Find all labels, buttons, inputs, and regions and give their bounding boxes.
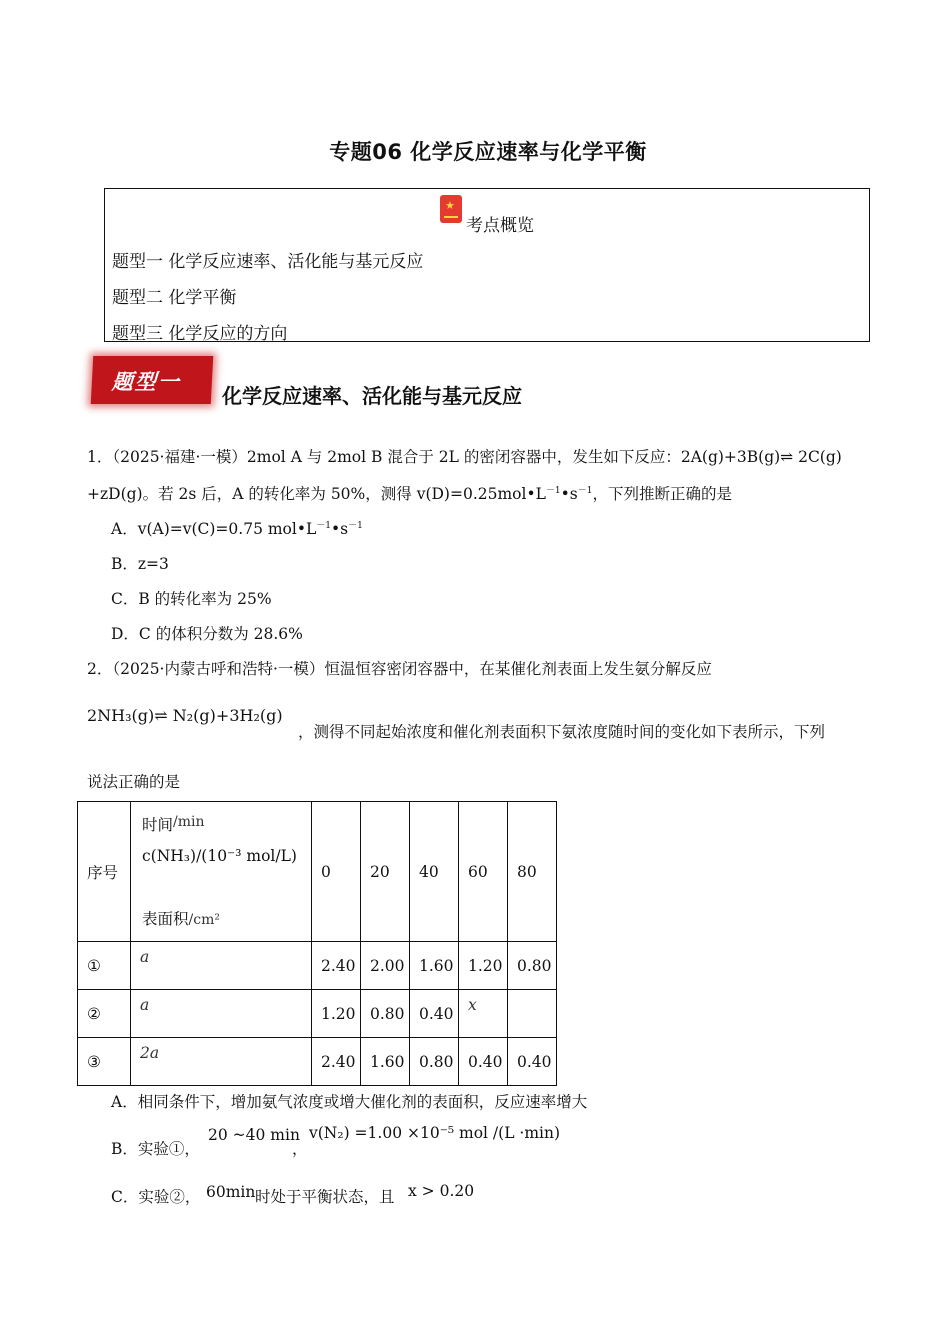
header-diagonal-cell (131, 802, 312, 942)
q2-option-c-label: C．实验②， (111, 1188, 201, 1206)
header-time-unit: /min (173, 813, 205, 830)
q1-option-b: B．z=3 (111, 555, 169, 573)
row-no: ③ (78, 1038, 131, 1086)
q1-option-d: D．C 的体积分数为 28.6% (111, 625, 303, 643)
q1-line2-tail: ，下列推断正确的是 (592, 485, 732, 503)
q2-line2: ，测得不同起始浓度和催化剂表面积下氨浓度随时间的变化如下表所示，下列 (298, 723, 826, 741)
row-val: 1.20 (459, 942, 508, 990)
row-no: ② (78, 990, 131, 1038)
section-badge-text: 题型一 (111, 370, 182, 394)
q2-equation: 2NH₃(g)⇌ N₂(g)+3H₂(g) (87, 706, 283, 725)
row-val: 0.40 (508, 1038, 557, 1086)
overview-item-3: 题型三 化学反应的方向 (112, 324, 288, 344)
q2-option-b (111, 1137, 200, 1159)
overview-box (104, 188, 870, 342)
overview-item-1: 题型一 化学反应速率、活化能与基元反应 (112, 252, 424, 272)
row-val: 2.00 (361, 942, 410, 990)
row-no: ① (78, 942, 131, 990)
header-time-40: 40 (410, 802, 459, 942)
q1-option-a-text: A．v(A)=v(C)=0.75 mol•L (111, 520, 317, 538)
q2-option-b-range: 20 ~40 min (208, 1126, 300, 1144)
row-val: x (459, 990, 508, 1038)
header-conc: c(NH₃)/(10⁻³ mol/L) (142, 846, 297, 865)
row-val: 0.80 (410, 1038, 459, 1086)
row-val: 2.40 (312, 942, 361, 990)
row-val (508, 990, 557, 1038)
section-badge (91, 356, 214, 404)
overview-item-2: 题型二 化学平衡 (112, 288, 237, 308)
header-time: 时间 (142, 815, 174, 834)
row-val: 1.60 (410, 942, 459, 990)
overview-heading (105, 205, 869, 236)
table-header-row (78, 802, 557, 942)
q1-option-c: C．B 的转化率为 25% (111, 590, 272, 608)
section-title: 化学反应速率、活化能与基元反应 (222, 384, 522, 408)
q1-option-a: A．v(A)=v(C)=0.75 $mol•L^{-1}•s^{-1}$ (111, 520, 363, 538)
header-time-0: 0 (312, 802, 361, 942)
q1-line1: 1．（2025·福建·一模）2mol A 与 2mol B 混合于 2L 的密闭容器中，发生如下反应：2A(g)+3B(g)⇌ 2C(g) (87, 448, 842, 466)
row-area: 2a (131, 1038, 312, 1086)
ammonia-table (77, 801, 557, 1086)
q1-line2-text: +zD(g)。若 2s 后，A 的转化率为 50%，测得 v(D)=0.25mol•L (87, 485, 546, 503)
row-val: 0.80 (361, 990, 410, 1038)
q2-option-c-mid: 时处于平衡状态，且 (255, 1188, 395, 1206)
header-area-unit: /cm² (188, 911, 220, 928)
row-val: 1.60 (361, 1038, 410, 1086)
book-icon (440, 195, 462, 223)
q2-line3: 说法正确的是 (87, 773, 181, 791)
q2-option-b-label: B．实验①， (111, 1140, 200, 1158)
header-area: 表面积 (142, 909, 189, 928)
q2-option-c-expr: x > 0.20 (408, 1182, 475, 1200)
q2-line1: 2．（2025·内蒙古呼和浩特·一模）恒温恒容密闭容器中，在某催化剂表面上发生氨分解反应 (87, 660, 712, 678)
q2-option-a: A．相同条件下，增加氨气浓度或增大催化剂的表面积，反应速率增大 (111, 1093, 588, 1111)
header-time-60: 60 (459, 802, 508, 942)
q2-option-b-expr: v(N₂) =1.00 ×10⁻⁵ mol /(L ·min) (309, 1124, 561, 1142)
row-val: 0.40 (459, 1038, 508, 1086)
header-time-20: 20 (361, 802, 410, 942)
row-area: a (131, 990, 312, 1038)
q1-line2: +zD(g)。若 2s 后，A 的转化率为 50%，测得 $v(D)=0.25mol•L^{-1}•s^{-1}$，下列推断正确的是 (87, 485, 732, 503)
row-val: 1.20 (312, 990, 361, 1038)
row-val: 2.40 (312, 1038, 361, 1086)
row-val: 0.40 (410, 990, 459, 1038)
row-val: 0.80 (508, 942, 557, 990)
table-row (78, 1038, 557, 1086)
q2-option-b-comma: ， (292, 1140, 308, 1158)
q2-option-c-time: 60min (206, 1183, 256, 1201)
header-no: 序号 (78, 802, 131, 942)
row-area: a (131, 942, 312, 990)
table-row (78, 942, 557, 990)
page-title: 专题06 化学反应速率与化学平衡 (329, 140, 647, 164)
table-row (78, 990, 557, 1038)
header-time-80: 80 (508, 802, 557, 942)
overview-heading-text: 考点概览 (466, 216, 534, 236)
